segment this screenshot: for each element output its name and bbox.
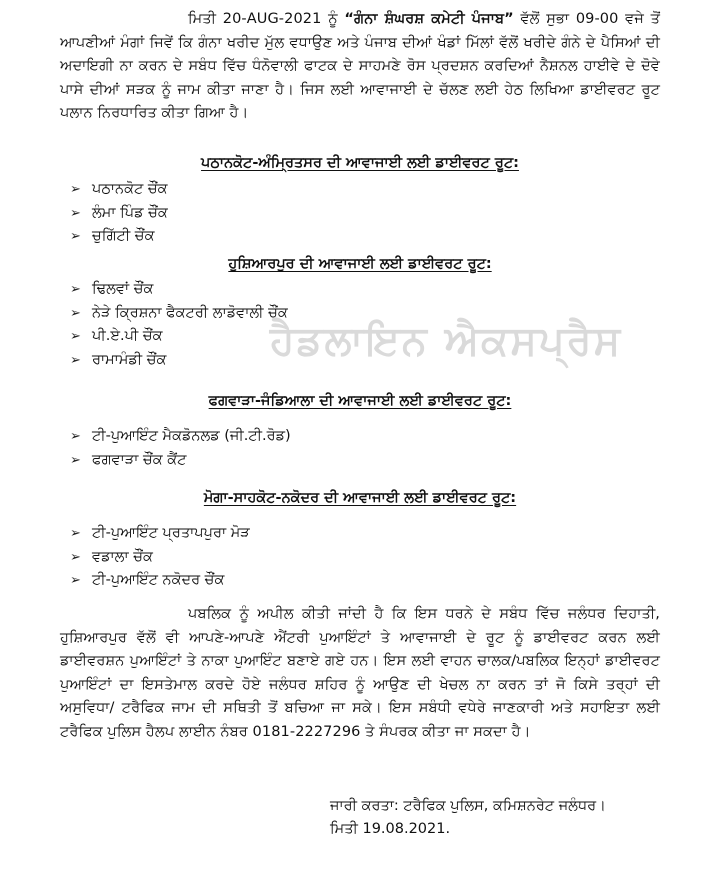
arrow-bullet-icon: ➢: [70, 229, 81, 244]
appeal-paragraph: ਪਬਲਿਕ ਨੂੰ ਅਪੀਲ ਕੀਤੀ ਜਾਂਦੀ ਹੈ ਕਿ ਇਸ ਧਰਨੇ ਦੇ ਸਬੰਧ ਵਿੱਚ ਜਲੰਧਰ ਦਿਹਾਤੀ, ਹੁਸ਼ਿਆਰਪੁਰ ਵੱਲੋਂ ਵੀ ਆਪਣੇ-ਆਪਣੇ ਐਂਟਰੀ ਪੁਆਇੰਟਾਂ ਤੇ ਆਵਾਜਾਈ ਦੇ ਰੂਟ ਨੂੰ ਡਾਈਵਰਟ ਕਰਨ ਲਈ ਡਾਈਵਰਸ਼ਨ ਪੁਆਇੰਟਾਂ ਤੇ ਨਾਕਾ ਪੁਆਇੰਟ ਬਣਾਏ ਗਏ ਹਨ। ਇਸ ਲਈ ਵਾਹਨ ਚਾਲਕ/ਪਬਲਿਕ ਇਨ੍ਹਾਂ ਡਾਈਵਰਟ ਪੁਆਇੰਟਾਂ ਦਾ ਇਸਤੇਮਾਲ ਕਰਦੇ ਹੋਏ ਜਲੰਧਰ ਸ਼ਹਿਰ ਨੂੰ ਆਉਣ ਦੀ ਖੇਚਲ ਨਾ ਕਰਨ ਤਾਂ ਜੋ ਕਿਸੇ ਤਰ੍ਹਾਂ ਦੀ ਅਸੁਵਿਧਾ/ ਟਰੈਫਿਕ ਜਾਮ ਦੀ ਸਥਿਤੀ ਤੋਂ ਬਚਿਆ ਜਾ ਸਕੇ। ਇਸ ਸਬੰਧੀ ਵਧੇਰੇ ਜਾਣਕਾਰੀ ਅਤੇ ਸਹਾਇਤਾ ਲਈ ਟਰੈਫਿਕ ਪੁਲਿਸ ਹੈਲਪ ਲਾਈਨ ਨੰਬਰ 0181-2227296 ਤੇ ਸੰਪਰਕ ਕੀਤਾ ਜਾ ਸਕਦਾ ਹੈ।: [60, 606, 660, 740]
list-item: [70, 278, 288, 302]
section-heading-text: ਫਗਵਾੜਾ-ਜੰਡਿਆਲਾ ਦੀ ਆਵਾਜਾਈ ਲਈ ਡਾਈਵਰਟ ਰੂਟ:: [208, 393, 512, 409]
arrow-bullet-icon: ➢: [70, 573, 81, 588]
route-point: ਟੀ-ਪੁਆਇੰਟ ਪ੍ਰਤਾਪਪੁਰਾ ਮੋੜ: [92, 525, 250, 541]
arrow-bullet-icon: ➢: [70, 305, 81, 321]
route-point: ਟੀ-ਪੁਆਇੰਟ ਨਕੋਦਰ ਚੌਂਕ: [92, 572, 225, 588]
issue-date: ਮਿਤੀ 19.08.2021.: [330, 821, 451, 837]
list-item: [70, 202, 168, 226]
section-heading: [0, 152, 720, 174]
route-point: ਫਗਵਾੜਾ ਚੌਂਕ ਕੈਂਟ: [92, 451, 187, 468]
section-heading: [0, 253, 720, 275]
route-point: ਰਾਮਾਮੰਡੀ ਚੌਂਕ: [92, 351, 167, 368]
arrow-bullet-icon: ➢: [70, 329, 81, 344]
intro-paragraph: [60, 8, 660, 126]
route-point: ਚੁਗਿੱਟੀ ਚੌਂਕ: [92, 228, 155, 244]
issued-by: ਜਾਰੀ ਕਰਤਾ: ਟਰੈਫਿਕ ਪੁਲਿਸ, ਕਮਿਸ਼ਨਰੇਟ ਜਲੰਧਰ।: [330, 798, 606, 814]
route-point: ਪੀ.ਏ.ਪੀ ਚੌਂਕ: [92, 328, 163, 344]
arrow-bullet-icon: ➢: [70, 205, 81, 221]
section-heading: [0, 487, 720, 509]
list-item: [70, 546, 250, 570]
arrow-bullet-icon: ➢: [70, 282, 81, 297]
list-item: [70, 302, 288, 326]
list-item: [70, 569, 250, 593]
list-item: [70, 522, 250, 546]
section-heading-text: ਪਠਾਨਕੋਟ-ਅੰਮ੍ਰਿਤਸਰ ਦੀ ਆਵਾਜਾਈ ਲਈ ਡਾਈਵਰਟ ਰੂਟ:: [201, 155, 519, 171]
list-item: [70, 425, 291, 449]
section-heading-text: ਮੋਗਾ-ਸਾਹਕੋਟ-ਨਕੋਦਰ ਦੀ ਆਵਾਜਾਈ ਲਈ ਡਾਈਵਰਟ ਰੂਟ:: [203, 490, 517, 506]
section-heading: [0, 390, 720, 412]
intro-body: ਵੱਲੋਂ ਸੁਭਾ 09-00 ਵਜੇ ਤੋਂ ਆਪਣੀਆਂ ਮੰਗਾਂ ਜਿਵੇਂ ਕਿ ਗੰਨਾ ਖਰੀਦ ਮੁੱਲ ਵਧਾਉਣ ਅਤੇ ਪੰਜਾਬ ਦੀਆਂ ਖੰਡਾਂ ਮਿੱਲਾਂ ਵੱਲੋਂ ਖਰੀਦੇ ਗੰਨੇ ਦੇ ਪੈਸਿਆਂ ਦੀ ਅਦਾਇਗੀ ਨਾ ਕਰਨ ਦੇ ਸਬੰਧ ਵਿੱਚ ਧੰਨੋਵਾਲੀ ਫਾਟਕ ਦੇ ਸਾਹਮਣੇ ਰੋਸ ਪ੍ਰਦਸ਼ਨ ਕਰਦਿਆਂ ਨੈਸ਼ਨਲ ਹਾਈਵੇ ਦੇ ਦੋਵੇ ਪਾਸੇ ਦੀਆਂ ਸੜਕ ਨੂੰ ਜਾਮ ਕੀਤਾ ਜਾਣਾ ਹੈ। ਜਿਸ ਲਈ ਆਵਾਜਾਈ ਦੇ ਚੱਲਣ ਲਈ ਹੇਠ ਲਿਖਿਆ ਡਾਈਵਰਟ ਰੂਟ ਪਲਾਨ ਨਿਰਧਾਰਿਤ ਕੀਤਾ ਗਿਆ ਹੈ।: [60, 11, 660, 121]
route-point: ਢਿਲਵਾਂ ਚੌਂਕ: [92, 281, 154, 297]
route-point: ਲੰਮਾ ਪਿੰਡ ਚੌਂਕ: [92, 204, 168, 221]
list-item: [70, 349, 288, 373]
route-point: ਨੇੜੇ ਕ੍ਰਿਸ਼ਨਾ ਫੈਕਟਰੀ ਲਾਡੋਵਾਲੀ ਚੌਂਕ: [92, 304, 288, 321]
route-list: [70, 425, 291, 472]
arrow-bullet-icon: ➢: [70, 429, 81, 444]
list-item: [70, 225, 168, 249]
route-list: [70, 178, 168, 249]
list-item: [70, 325, 288, 349]
arrow-bullet-icon: ➢: [70, 549, 81, 565]
arrow-bullet-icon: ➢: [70, 352, 81, 368]
arrow-bullet-icon: ➢: [70, 452, 81, 468]
route-list: [70, 522, 250, 593]
list-item: [70, 449, 291, 473]
route-point: ਪਠਾਨਕੋਟ ਚੌਂਕ: [92, 181, 168, 197]
arrow-bullet-icon: ➢: [70, 182, 81, 197]
section-heading-text: ਹੁਸ਼ਿਆਰਪੁਰ ਦੀ ਆਵਾਜਾਈ ਲਈ ਡਾਈਵਰਟ ਰੂਟ:: [228, 256, 492, 272]
organization-name: “ਗੰਨਾ ਸ਼ੰਘਰਸ਼ ਕਮੇਟੀ ਪੰਜਾਬ”: [344, 11, 514, 27]
route-point: ਵਡਾਲਾ ਚੌਂਕ: [92, 548, 153, 565]
watermark: ਹੈਡਲਾਇਨ ਐਕਸਪ੍ਰੈਸ: [270, 318, 623, 364]
list-item: [70, 178, 168, 202]
route-list: [70, 278, 288, 372]
intro-date: ਮਿਤੀ 20-AUG-2021 ਨੂੰ: [188, 11, 338, 27]
arrow-bullet-icon: ➢: [70, 526, 81, 541]
route-point: ਟੀ-ਪੁਆਇੰਟ ਮੈਕਡੋਨਲਡ (ਜੀ.ਟੀ.ਰੋਡ): [92, 428, 291, 444]
